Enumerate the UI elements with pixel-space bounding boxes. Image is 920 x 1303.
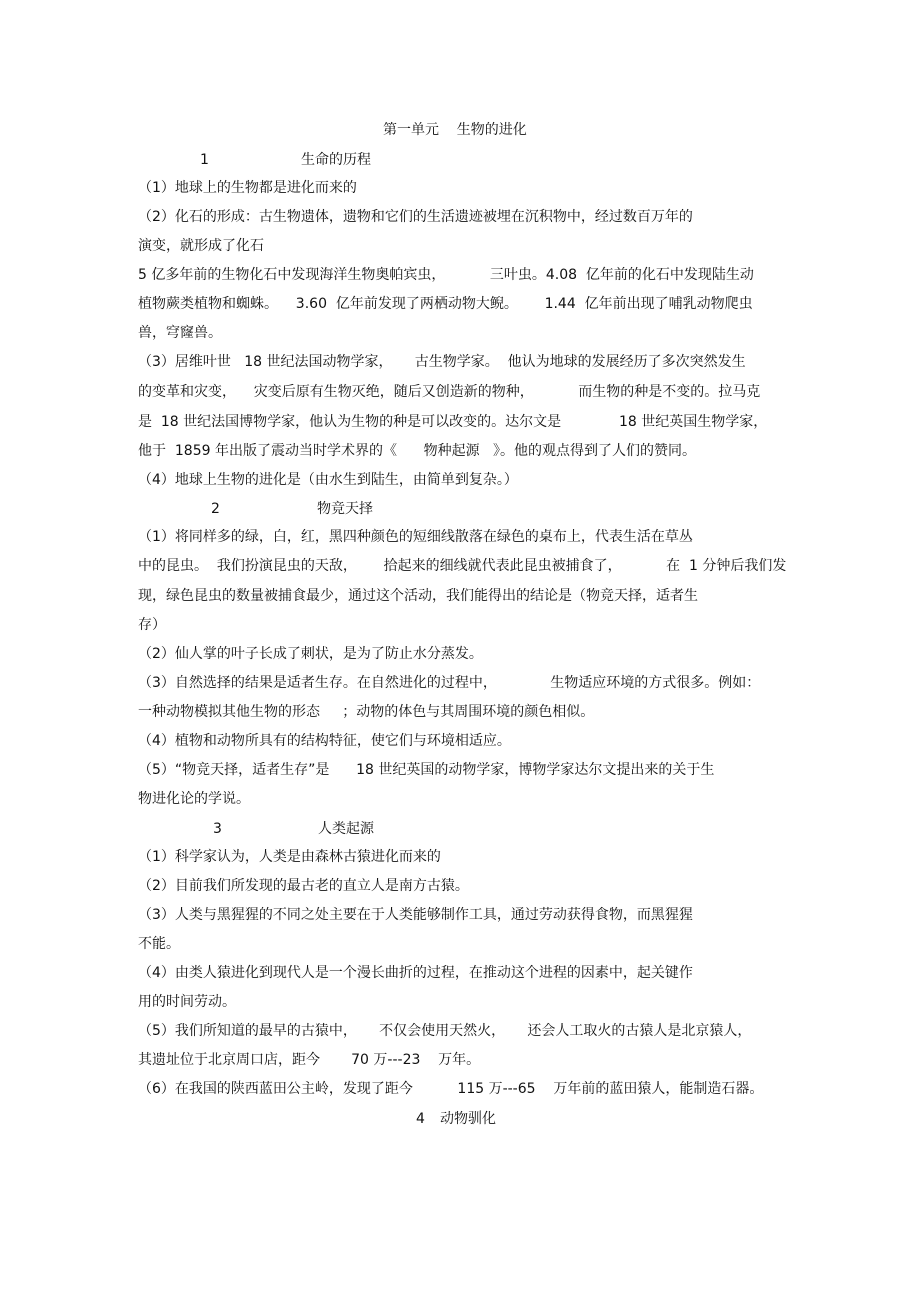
section-2-line: 物进化论的学说。 (138, 791, 250, 807)
section-1-line: 他于 1859 年出版了震动当时学术界的《 物种起源 》。他的观点得到了人们的赞同。 (138, 443, 697, 459)
section-2-line: （4）植物和动物所具有的结构特征，使它们与环境相适应。 (138, 733, 511, 749)
section-1-line: （1）地球上的生物都是进化而来的 (138, 180, 357, 196)
section-1-heading: 生命的历程 (301, 152, 371, 168)
section-1-line: 5 亿多年前的生物化石中发现海洋生物奥帕宾虫， 三叶虫。4.08 亿年前的化石中发现陆生动 (138, 267, 754, 283)
section-1-line: （4）地球上生物的进化是（由水生到陆生，由简单到复杂。） (138, 472, 518, 488)
section-2-line: 一种动物模拟其他生物的形态 ；动物的体色与其周围环境的颜色相似。 (138, 704, 595, 720)
section-1-number: 1 (200, 152, 209, 168)
section-4-heading: 动物驯化 (440, 1111, 496, 1127)
section-2-line: 存） (138, 617, 166, 633)
section-1-line: （2）化石的形成：古生物遗体，遗物和它们的生活遗迹被埋在沉积物中，经过数百万年的 (138, 209, 693, 225)
section-1-line: 植物蕨类植物和蜘蛛。 3.60 亿年前发现了两栖动物大鲵。 1.44 亿年前出现了哺乳动物爬虫 (138, 296, 753, 312)
section-3-line: 其遗址位于北京周口店，距今 70 万---23 万年。 (138, 1052, 481, 1068)
section-2-line: （5）“物竞天择，适者生存”是 18 世纪英国的动物学家，博物学家达尔文提出来的关于生 (138, 762, 715, 778)
section-3-line: （4）由类人猿进化到现代人是一个漫长曲折的过程，在推动这个进程的因素中，起关键作 (138, 965, 693, 981)
section-3-line: （1）科学家认为，人类是由森林古猿进化而来的 (138, 849, 441, 865)
section-3-line: 用的时间劳动。 (138, 994, 236, 1010)
section-3-line: （2）目前我们所发现的最古老的直立人是南方古猿。 (138, 878, 469, 894)
section-3-heading: 人类起源 (318, 821, 374, 837)
section-2-line: 中的昆虫。 我们扮演昆虫的天敌， 拾起来的细线就代表此昆虫被捕食了， 在 1 分钟后我们发 (138, 558, 787, 574)
section-1-line: 演变，就形成了化石 (138, 238, 264, 254)
section-2-number: 2 (211, 501, 220, 517)
section-3-line: （6）在我国的陕西蓝田公主岭，发现了距今 115 万---65 万年前的蓝田猿人，能制造石器。 (138, 1081, 764, 1097)
section-3-number: 3 (213, 821, 222, 837)
section-2-line: （3）自然选择的结果是适者生存。在自然进化的过程中， 生物适应环境的方式很多。例如： (138, 675, 761, 691)
section-1-line: （3）居维叶世 18 世纪法国动物学家， 古生物学家。 他认为地球的发展经历了多次突然发生 (138, 354, 746, 370)
section-2-heading: 物竞天择 (317, 501, 373, 517)
section-2-line: （1）将同样多的绿，白，红，黑四种颜色的短细线散落在绿色的桌布上，代表生活在草丛 (138, 529, 693, 545)
unit-title: 第一单元 生物的进化 (383, 122, 527, 138)
section-3-line: 不能。 (138, 936, 180, 952)
section-4-number: 4 (416, 1111, 425, 1127)
section-1-line: 的变革和灾变， 灾变后原有生物灭绝，随后又创造新的物种， 而生物的种是不变的。拉马克 (138, 384, 761, 400)
section-2-line: （2）仙人掌的叶子长成了刺状，是为了防止水分蒸发。 (138, 646, 483, 662)
section-2-line: 现，绿色昆虫的数量被捕食最少，通过这个活动，我们能得出的结论是（物竞天择，适者生 (138, 588, 698, 604)
section-3-line: （3）人类与黑猩猩的不同之处主要在于人类能够制作工具，通过劳动获得食物，而黑猩猩 (138, 907, 693, 923)
section-3-line: （5）我们所知道的最早的古猿中， 不仅会使用天然火， 还会人工取火的古猿人是北京猿人， (138, 1023, 752, 1039)
section-1-line: 兽，穹窿兽。 (138, 325, 222, 341)
section-1-line: 是 18 世纪法国博物学家，他认为生物的种是可以改变的。达尔文是 18 世纪英国生物学家， (138, 414, 768, 430)
